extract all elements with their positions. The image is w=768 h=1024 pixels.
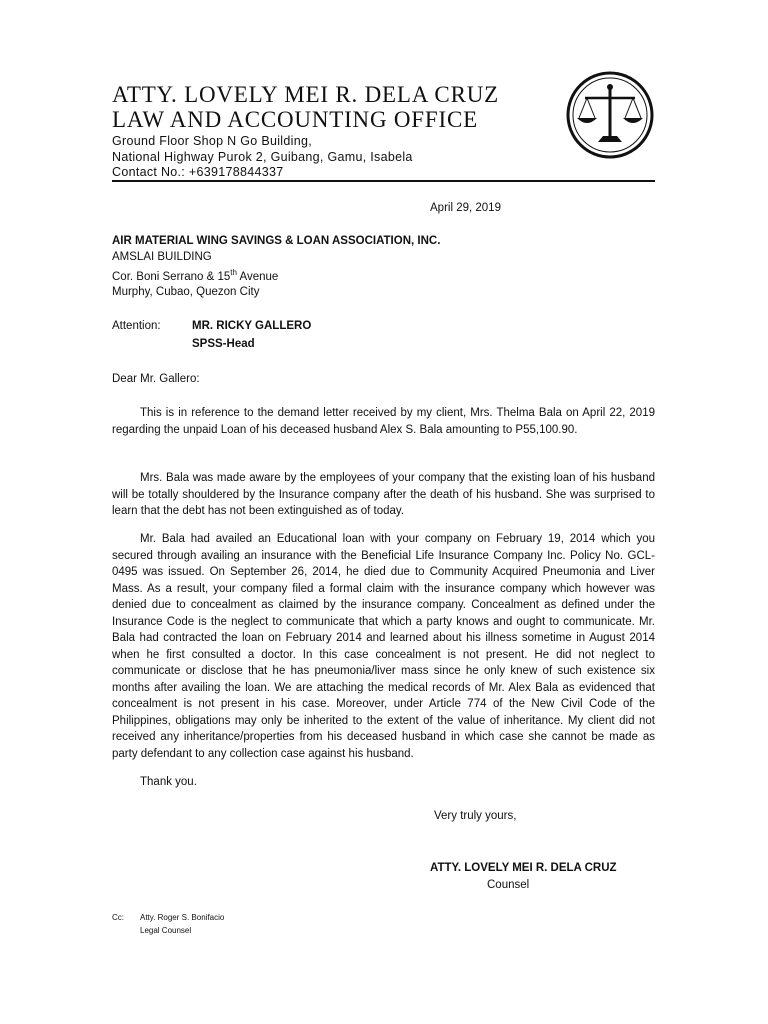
cc-role: Legal Counsel [140, 926, 192, 935]
scales-of-justice-icon [565, 70, 655, 160]
attention-title: SPSS-Head [192, 338, 255, 350]
recipient-city: Murphy, Cubao, Quezon City [112, 286, 260, 298]
letterhead-contact: Contact No.: +639178844337 [112, 165, 284, 179]
valediction: Very truly yours, [434, 810, 517, 822]
thank-you: Thank you. [140, 776, 197, 788]
letterhead-divider [112, 180, 655, 182]
cc-label: Cc: [112, 913, 124, 922]
recipient-street: Cor. Boni Serrano & 15th Avenue [112, 268, 279, 283]
letterhead-name: ATTY. LOVELY MEI R. DELA CRUZ [112, 82, 499, 107]
attention-name: MR. RICKY GALLERO [192, 320, 312, 332]
body-paragraph-3: Mr. Bala had availed an Educational loan with your company on February 19, 2014 which you secured through availing an insurance with the Beneficial Life Insurance Company Inc. Policy No. GCL-0495 was issued. On September 26, 2014, he died due to Community Acquired Pneumonia and Liver Mass. As a result, your company filed a formal claim with the insurance company which however was denied due to concealment as claimed by the insurance company. Concealment as defined under the Insurance Code is the neglect to communicate that which a party knows and ought to communicate. Mr. Bala had contracted the loan on February 2014 and learned about his illness sometime in August 2014 when he first consulted a doctor. In this case concealment is not present. He did not neglect to communicate or disclose that he has pneumonia/liver mass since he only knew of such existence six months after availing the loan. We are attaching the medical records of Mr. Alex Bala as evidenced that concealment is not present in his case. Moreover, under Article 774 of the New Civil Code of the Philippines, obligations may only be inherited to the extent of the value of inheritance. My client did not received any inheritance/properties from his deceased husband in which case she cannot be made as party defendant to any collection case against his husband. [112, 533, 655, 760]
recipient-building: AMSLAI BUILDING [112, 251, 212, 263]
letterhead-office: LAW AND ACCOUNTING OFFICE [112, 107, 478, 132]
signatory-role: Counsel [487, 879, 530, 891]
letterhead-address-line2: National Highway Purok 2, Guibang, Gamu, Isabela [112, 150, 413, 164]
body-paragraph-1: This is in reference to the demand letter received by my client, Mrs. Thelma Bala on April 22, 2019 regarding the unpaid Loan of his deceased husband Alex S. Bala amounting to P55,100.90. [112, 407, 655, 436]
recipient-company: AIR MATERIAL WING SAVINGS & LOAN ASSOCIATION, INC. [112, 235, 441, 247]
body-paragraph-2: Mrs. Bala was made aware by the employees of your company that the existing loan of his husband will be totally shouldered by the Insurance company after the death of his husband. She was surprised to learn that the debt has not been extinguished as of today. [112, 472, 655, 517]
attention-label: Attention: [112, 320, 161, 332]
cc-name: Atty. Roger S. Bonifacio [140, 913, 225, 922]
letter-date: April 29, 2019 [430, 202, 501, 214]
signatory-name: ATTY. LOVELY MEI R. DELA CRUZ [430, 862, 617, 874]
letterhead-address-line1: Ground Floor Shop N Go Building, [112, 134, 312, 148]
salutation: Dear Mr. Gallero: [112, 373, 200, 385]
